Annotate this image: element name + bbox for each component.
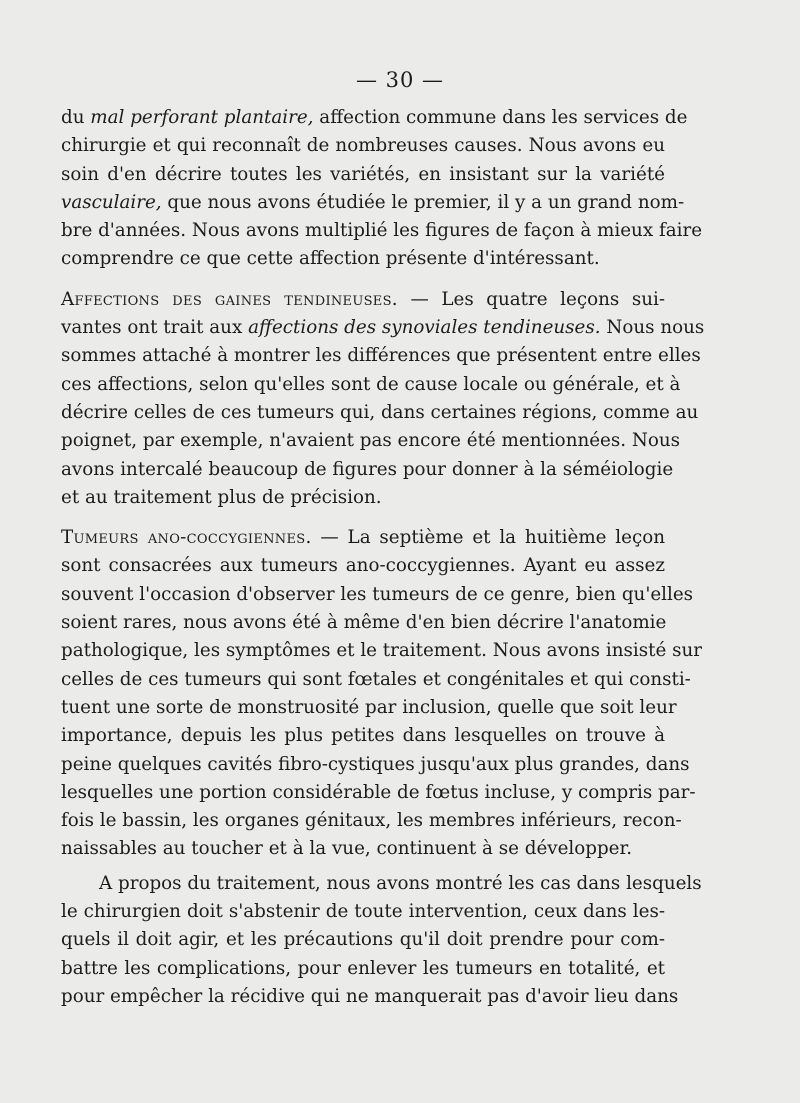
page-number: — 30 — [355, 68, 445, 92]
text-line: sommes attaché à montrer les différences que présentent entre elles [61, 345, 701, 367]
text-line: tuent une sorte de monstruosité par inclusion, quelle que soit leur [61, 696, 677, 718]
paragraph-tumeurs-ano-coccygiennes [61, 524, 702, 864]
text-line: souvent l'occasion d'observer les tumeurs de ce genre, bien qu'elles [61, 583, 694, 605]
text-line: et au traitement plus de précision. [61, 486, 382, 508]
text-line: du mal perforant plantaire, affection commune dans les services de [61, 107, 688, 128]
text-line: naissables au toucher et à la vue, continuent à se développer. [61, 838, 633, 860]
text-line: pathologique, les symptômes et le traitement. Nous avons insisté sur [61, 640, 702, 662]
italic-term: vasculaire, [61, 191, 162, 213]
text-line: peine quelques cavités fibro-cystiques jusqu'aux plus grandes, dans [61, 753, 690, 775]
text-line: chirurgie et qui reconnaît de nombreuses causes. Nous avons eu [61, 135, 665, 157]
text-line: ces affections, selon qu'elles sont de cause locale ou générale, et à [61, 373, 681, 395]
text-line: soin d'en décrire toutes les variétés, en insistant sur la variété [61, 163, 665, 185]
text-line: avons intercalé beaucoup de figures pour donner à la séméiologie [61, 458, 674, 480]
italic-term: affections des synoviales tendineuses. [248, 317, 601, 339]
section-heading: Tumeurs ano-coccygiennes. [61, 527, 312, 549]
text-line: fois le bassin, les organes génitaux, les membres inférieurs, recon- [61, 810, 682, 832]
text-line: battre les complications, pour enlever les tumeurs en totalité, et [61, 957, 665, 979]
text-line: décrire celles de ces tumeurs qui, dans certaines régions, comme au [61, 401, 699, 423]
italic-term: mal perforant plantaire, [90, 107, 314, 128]
text-line: poignet, par exemple, n'avaient pas encore été mentionnées. Nous [61, 430, 681, 452]
text-line: A propos du traitement, nous avons montré les cas dans lesquels [99, 872, 702, 894]
text-line: sont consacrées aux tumeurs ano-coccygiennes. Ayant eu assez [61, 555, 665, 577]
text-line: pour empêcher la récidive qui ne manquerait pas d'avoir lieu dans [61, 985, 679, 1007]
text-line: importance, depuis les plus petites dans lesquelles on trouve à [61, 725, 665, 747]
text-line: soient rares, nous avons été à même d'en bien décrire l'anatomie [61, 612, 667, 634]
text-line: celles de ces tumeurs qui sont fœtales et congénitales et qui consti- [61, 668, 691, 690]
text-line: bre d'années. Nous avons multiplié les figures de façon à mieux faire [61, 220, 703, 242]
text-line: Affections des gaines tendineuses. — Les quatre leçons sui- [61, 288, 666, 310]
paragraph-gaines-tendineuses [61, 286, 705, 512]
section-heading: Affections des gaines tendineuses. [61, 288, 398, 310]
text-line: vasculaire, que nous avons étudiée le premier, il y a un grand nom- [61, 191, 685, 213]
text-line: le chirurgien doit s'abstenir de toute intervention, ceux dans les- [61, 901, 665, 923]
text-line: comprendre ce que cette affection présente d'intéressant. [61, 248, 600, 270]
text-line: quels il doit agir, et les précautions qu'il doit prendre pour com- [61, 929, 665, 951]
text-line: vantes ont trait aux affections des synoviales tendineuses. Nous nous [61, 317, 705, 339]
page-body [61, 104, 705, 1011]
paragraph-traitement [61, 870, 702, 1011]
text-line: Tumeurs ano-coccygiennes. — La septième et la huitième leçon [61, 527, 665, 549]
text-line: lesquelles une portion considérable de fœtus incluse, y compris par- [61, 781, 696, 803]
paragraph-mal-perforant [61, 104, 703, 274]
